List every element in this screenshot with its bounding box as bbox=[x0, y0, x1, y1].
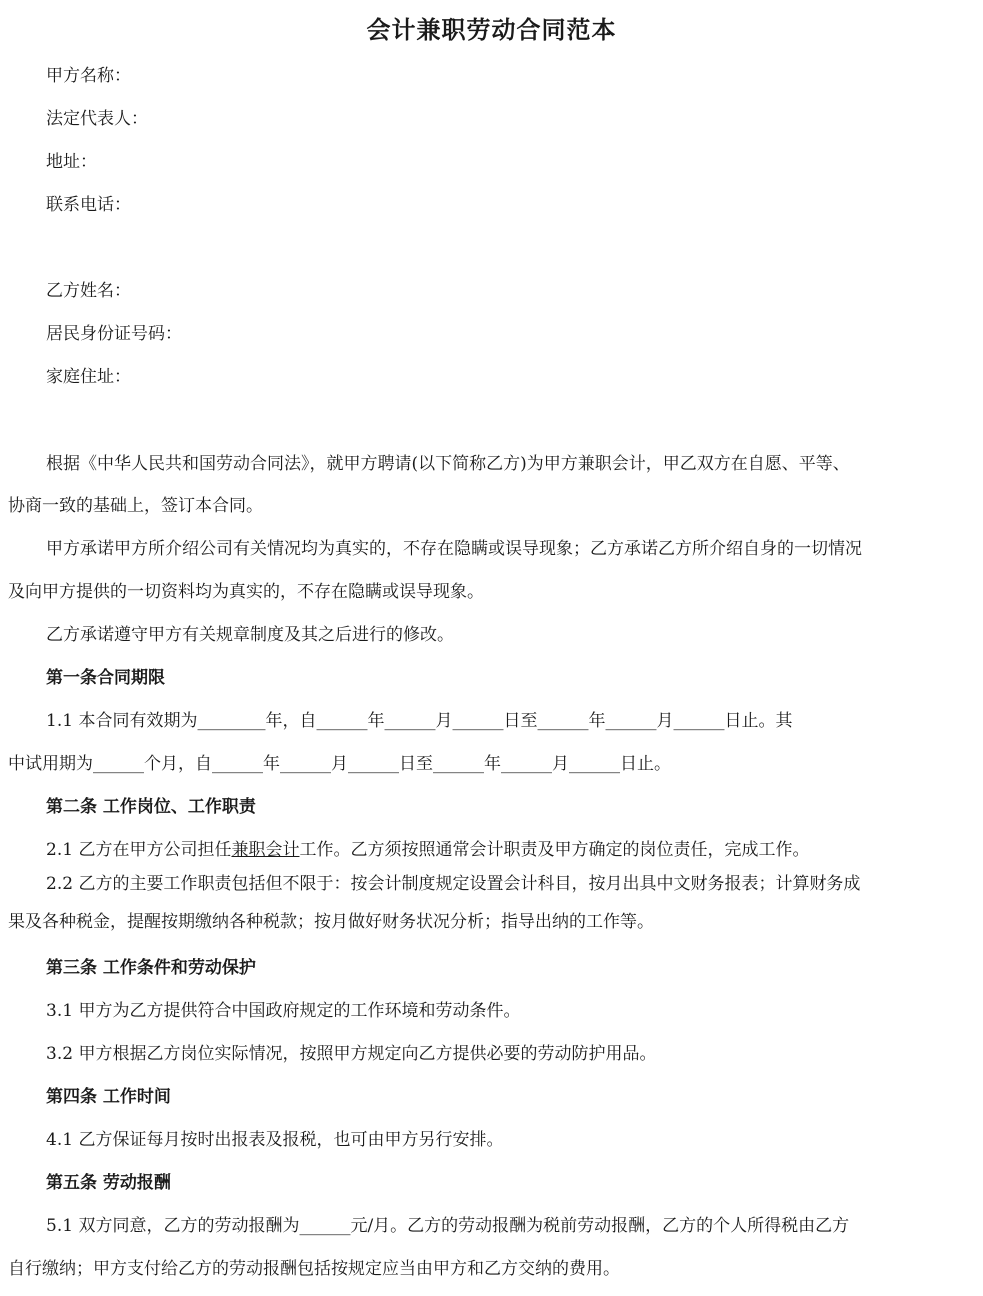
article3-heading: 第三条 工作条件和劳动保护 bbox=[46, 958, 256, 978]
article5-clause1-line2: 自行缴纳；甲方支付给乙方的劳动报酬包括按规定应当由甲方和乙方交纳的费用。 bbox=[8, 1259, 620, 1279]
article1-clause1-line1: 1.1 本合同有效期为________年，自______年______月______日至______年______月______日止。其 bbox=[46, 711, 793, 731]
article2-heading: 第二条 工作岗位、工作职责 bbox=[46, 797, 256, 817]
article2-clause1 bbox=[46, 838, 809, 862]
party-a-name-label: 甲方名称： bbox=[46, 66, 131, 86]
article5-clause1-line1: 5.1 双方同意，乙方的劳动报酬为______元/月。乙方的劳动报酬为税前劳动报酬，乙方的个人所得税由乙方 bbox=[46, 1216, 850, 1236]
document-title: 会计兼职劳动合同范本 bbox=[366, 16, 617, 44]
article5-heading: 第五条 劳动报酬 bbox=[46, 1173, 171, 1193]
party-a-rep-label: 法定代表人： bbox=[46, 109, 148, 129]
party-a-address-label: 地址： bbox=[46, 152, 97, 172]
article2-clause1-pre: 2.1 乙方在甲方公司担任 bbox=[46, 840, 232, 860]
article2-clause1-post: 工作。乙方须按照通常会计职责及甲方确定的岗位责任，完成工作。 bbox=[299, 840, 810, 860]
article1-heading: 第一条合同期限 bbox=[46, 668, 165, 688]
preamble-p1-line1: 根据《中华人民共和国劳动合同法》，就甲方聘请(以下简称乙方)为甲方兼职会计，甲乙双方在自愿、平等、 bbox=[46, 454, 850, 474]
party-a-phone-label: 联系电话： bbox=[46, 195, 131, 215]
article2-clause1-underlined: 兼职会计 bbox=[231, 840, 300, 860]
preamble-p2-line1: 甲方承诺甲方所介绍公司有关情况均为真实的，不存在隐瞒或误导现象；乙方承诺乙方所介绍自身的一切情况 bbox=[46, 539, 862, 559]
party-b-name-label: 乙方姓名： bbox=[46, 281, 131, 301]
article1-clause1-line2: 中试用期为______个月，自______年______月______日至______年______月______日止。 bbox=[8, 754, 671, 774]
article3-clause2: 3.2 甲方根据乙方岗位实际情况，按照甲方规定向乙方提供必要的劳动防护用品。 bbox=[46, 1044, 657, 1064]
preamble-p1-line2: 协商一致的基础上，签订本合同。 bbox=[8, 496, 263, 516]
article4-clause1: 4.1 乙方保证每月按时出报表及报税，也可由甲方另行安排。 bbox=[46, 1130, 504, 1150]
party-b-home-label: 家庭住址： bbox=[46, 367, 131, 387]
preamble-p2-line2: 及向甲方提供的一切资料均为真实的，不存在隐瞒或误导现象。 bbox=[8, 582, 484, 602]
article2-clause2-line1: 2.2 乙方的主要工作职责包括但不限于：按会计制度规定设置会计科目，按月出具中文财务报表；计算财务成 bbox=[46, 874, 861, 894]
preamble-p3: 乙方承诺遵守甲方有关规章制度及其之后进行的修改。 bbox=[46, 625, 454, 645]
article4-heading: 第四条 工作时间 bbox=[46, 1087, 171, 1107]
article3-clause1: 3.1 甲方为乙方提供符合中国政府规定的工作环境和劳动条件。 bbox=[46, 1001, 521, 1021]
party-b-id-label: 居民身份证号码： bbox=[46, 324, 182, 344]
article2-clause2-line2: 果及各种税金，提醒按期缴纳各种税款；按月做好财务状况分析；指导出纳的工作等。 bbox=[8, 912, 654, 932]
